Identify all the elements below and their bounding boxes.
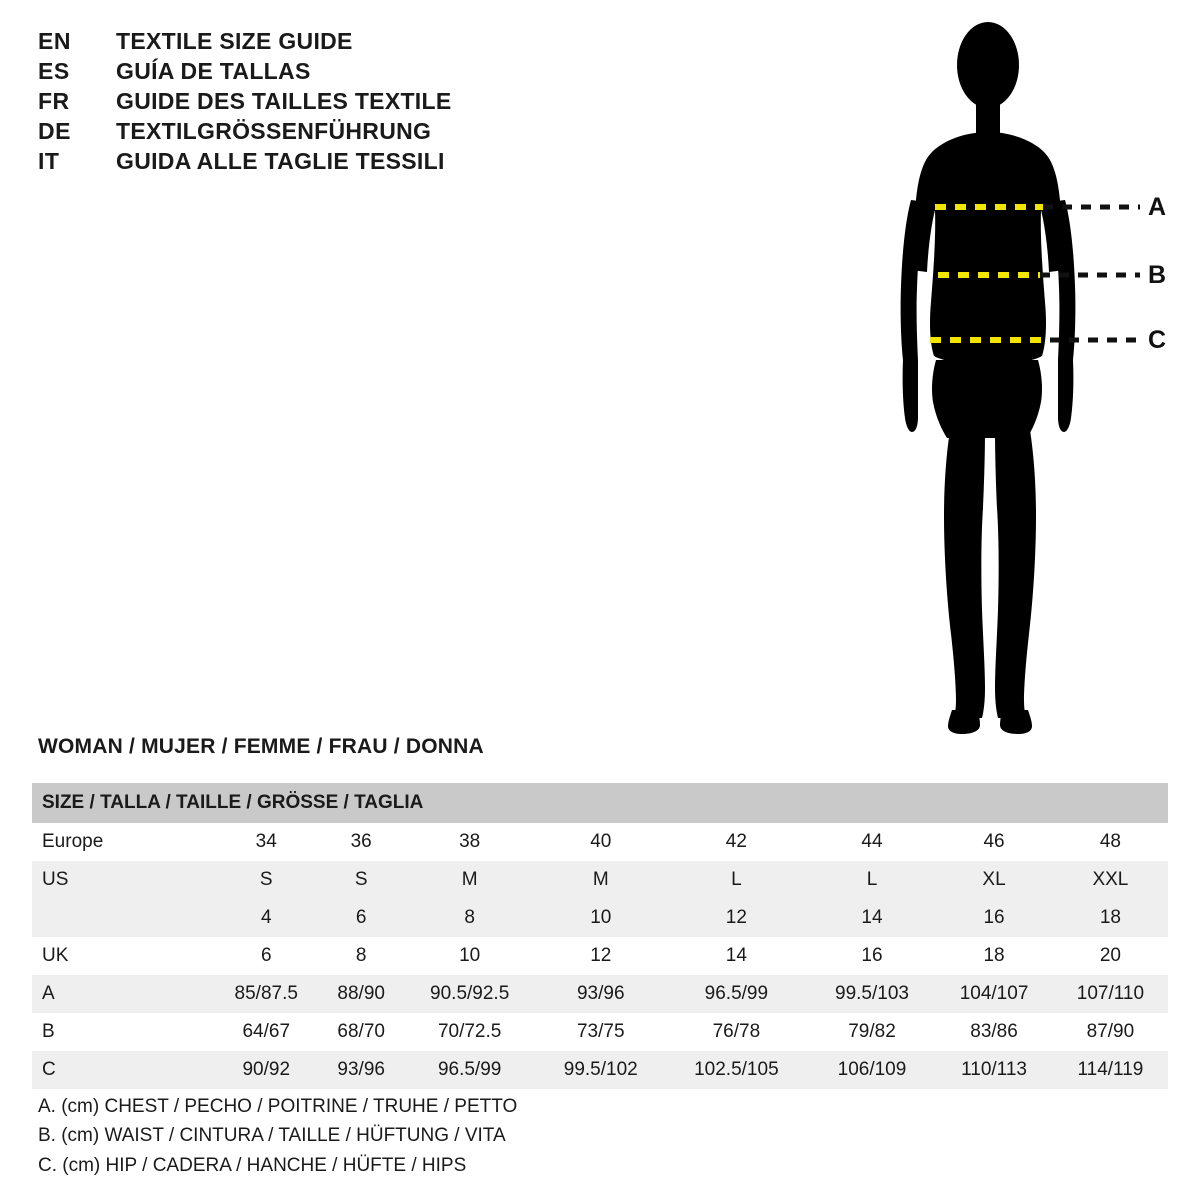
cell: 6 xyxy=(321,899,402,937)
language-code: FR xyxy=(38,88,70,114)
table-row xyxy=(32,823,1168,861)
language-row xyxy=(38,88,598,115)
woman-silhouette-icon xyxy=(840,10,1190,750)
language-title: GUÍA DE TALLAS xyxy=(116,58,311,84)
cell: 8 xyxy=(402,899,538,937)
table-row xyxy=(32,899,1168,937)
cell: S xyxy=(212,861,321,899)
cell: 93/96 xyxy=(321,1051,402,1089)
cell: 96.5/99 xyxy=(402,1051,538,1089)
table-row xyxy=(32,1051,1168,1089)
cell: 87/90 xyxy=(1053,1013,1168,1051)
cell: 83/86 xyxy=(935,1013,1053,1051)
cell: 10 xyxy=(537,899,664,937)
cell: 8 xyxy=(321,937,402,975)
row-label: Europe xyxy=(32,823,212,861)
cell: 12 xyxy=(664,899,809,937)
table-row xyxy=(32,975,1168,1013)
cell: 14 xyxy=(809,899,936,937)
cell: 99.5/103 xyxy=(809,975,936,1013)
cell: 38 xyxy=(402,823,538,861)
language-row xyxy=(38,118,598,145)
cell: 114/119 xyxy=(1053,1051,1168,1089)
cell: 96.5/99 xyxy=(664,975,809,1013)
cell: 64/67 xyxy=(212,1013,321,1051)
cell: 40 xyxy=(537,823,664,861)
cell: M xyxy=(537,861,664,899)
language-title: TEXTILGRÖSSENFÜHRUNG xyxy=(116,118,432,144)
footnote-chest: A. (cm) CHEST / PECHO / POITRINE / TRUHE / PETTO xyxy=(38,1096,518,1117)
row-label: B xyxy=(32,1013,212,1051)
section-title: WOMAN / MUJER / FEMME / FRAU / DONNA xyxy=(38,735,484,758)
cell: M xyxy=(402,861,538,899)
cell: 90/92 xyxy=(212,1051,321,1089)
footnote-waist: B. (cm) WAIST / CINTURA / TAILLE / HÜFTUNG / VITA xyxy=(38,1125,506,1147)
language-row xyxy=(38,28,598,55)
language-title: TEXTILE SIZE GUIDE xyxy=(116,28,353,54)
measure-label-c: C xyxy=(1148,326,1167,354)
measure-label-b: B xyxy=(1148,261,1167,289)
cell: 42 xyxy=(664,823,809,861)
cell: 20 xyxy=(1053,937,1168,975)
cell: 14 xyxy=(664,937,809,975)
cell: S xyxy=(321,861,402,899)
cell: 90.5/92.5 xyxy=(402,975,538,1013)
row-label: UK xyxy=(32,937,212,975)
row-label: A xyxy=(32,975,212,1013)
table-row xyxy=(32,861,1168,899)
table-row xyxy=(32,1013,1168,1051)
table-header-row xyxy=(32,783,1168,823)
language-row xyxy=(38,148,598,175)
language-code: IT xyxy=(38,148,60,174)
language-title-block xyxy=(38,28,598,178)
cell: 6 xyxy=(212,937,321,975)
cell: XXL xyxy=(1053,861,1168,899)
cell: XL xyxy=(935,861,1053,899)
table-header-label: SIZE / TALLA / TAILLE / GRÖSSE / TAGLIA xyxy=(32,783,1168,823)
cell: 102.5/105 xyxy=(664,1051,809,1089)
cell: 36 xyxy=(321,823,402,861)
cell: 34 xyxy=(212,823,321,861)
language-row xyxy=(38,58,598,85)
cell: 73/75 xyxy=(537,1013,664,1051)
cell: 46 xyxy=(935,823,1053,861)
cell: 18 xyxy=(935,937,1053,975)
cell: 99.5/102 xyxy=(537,1051,664,1089)
cell: 107/110 xyxy=(1053,975,1168,1013)
cell: 106/109 xyxy=(809,1051,936,1089)
language-code: DE xyxy=(38,118,71,144)
cell: 76/78 xyxy=(664,1013,809,1051)
measure-label-a: A xyxy=(1148,193,1167,221)
cell: L xyxy=(809,861,936,899)
row-label: US xyxy=(32,861,212,899)
cell: 79/82 xyxy=(809,1013,936,1051)
cell: L xyxy=(664,861,809,899)
row-label xyxy=(32,899,212,937)
footnote-hip: C. (cm) HIP / CADERA / HANCHE / HÜFTE / HIPS xyxy=(38,1154,467,1176)
cell: 16 xyxy=(809,937,936,975)
cell: 93/96 xyxy=(537,975,664,1013)
cell: 68/70 xyxy=(321,1013,402,1051)
cell: 18 xyxy=(1053,899,1168,937)
language-code: ES xyxy=(38,58,70,84)
language-title: GUIDE DES TAILLES TEXTILE xyxy=(116,88,452,114)
footnotes xyxy=(38,1092,517,1180)
cell: 10 xyxy=(402,937,538,975)
measurement-figure xyxy=(840,10,1190,750)
cell: 104/107 xyxy=(935,975,1053,1013)
cell: 16 xyxy=(935,899,1053,937)
cell: 85/87.5 xyxy=(212,975,321,1013)
table-row xyxy=(32,937,1168,975)
language-code: EN xyxy=(38,28,71,54)
cell: 44 xyxy=(809,823,936,861)
cell: 88/90 xyxy=(321,975,402,1013)
language-title: GUIDA ALLE TAGLIE TESSILI xyxy=(116,148,445,174)
size-table xyxy=(32,783,1168,1089)
cell: 12 xyxy=(537,937,664,975)
cell: 48 xyxy=(1053,823,1168,861)
cell: 110/113 xyxy=(935,1051,1053,1089)
cell: 70/72.5 xyxy=(402,1013,538,1051)
cell: 4 xyxy=(212,899,321,937)
row-label: C xyxy=(32,1051,212,1089)
